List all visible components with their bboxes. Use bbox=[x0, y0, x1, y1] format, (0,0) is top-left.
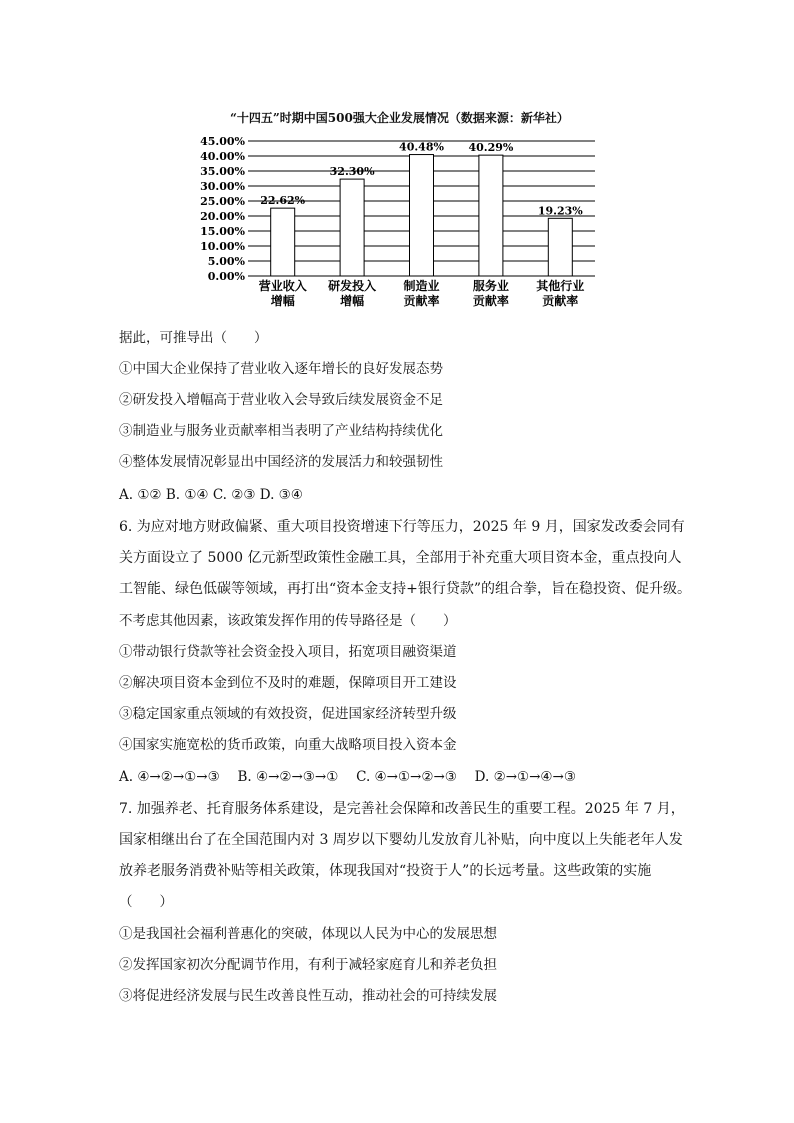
y-tick-label: 0.00% bbox=[207, 270, 245, 283]
q6-option-3: ③稳定国家重点领域的有效投资，促进国家经济转型升级 bbox=[119, 706, 457, 722]
x-tick-label: 贡献率 bbox=[403, 294, 440, 308]
y-tick-label: 25.00% bbox=[200, 195, 245, 208]
q5-option-4: ④整体发展情况彰显出中国经济的发展活力和较强韧性 bbox=[119, 454, 443, 470]
data-label: 40.29% bbox=[468, 141, 514, 155]
q5-stem: 据此，可推导出（ ） bbox=[119, 330, 268, 346]
data-label: 19.23% bbox=[537, 204, 583, 218]
q7-line-1: 7. 加强养老、托育服务体系建设，是完善社会保障和改善民生的重要工程。2025 年 7 月， bbox=[119, 801, 685, 817]
q5-answers: A. ①② B. ①④ C. ②③ D. ③④ bbox=[119, 487, 303, 503]
x-tick-label: 营业收入 bbox=[258, 279, 307, 293]
q6-line-1: 6. 为应对地方财政偏紧、重大项目投资增速下行等压力，2025 年 9 月，国家发改委会同有 bbox=[119, 519, 685, 535]
x-tick-label: 贡献率 bbox=[542, 294, 579, 308]
q6-answers: A. ④→②→①→③ B. ④→②→③→① C. ④→①→②→③ D. ②→①→④→③ bbox=[119, 769, 576, 785]
bar-chart bbox=[190, 103, 610, 313]
data-label: 32.30% bbox=[329, 165, 375, 179]
x-tick-label: 制造业 bbox=[403, 279, 440, 293]
y-tick-label: 35.00% bbox=[200, 165, 245, 178]
q7-option-1: ①是我国社会福利普惠化的突破，体现以人民为中心的发展思想 bbox=[119, 926, 497, 942]
y-tick-label: 10.00% bbox=[200, 240, 245, 253]
bar-chart-svg bbox=[190, 103, 610, 313]
q5-option-2: ②研发投入增幅高于营业收入会导致后续发展资金不足 bbox=[119, 392, 443, 408]
q6-line-3: 工智能、绿色低碳等领域，再打出“资本金支持+银行贷款”的组合拳，旨在稳投资、促升级。 bbox=[119, 581, 692, 597]
q7-option-2: ②发挥国家初次分配调节作用，有利于减轻家庭育儿和养老负担 bbox=[119, 957, 497, 973]
x-tick-label: 增幅 bbox=[340, 294, 365, 308]
q6-line-4: 不考虑其他因素，该政策发挥作用的传导路径是（ ） bbox=[119, 613, 457, 629]
y-tick-label: 15.00% bbox=[200, 225, 245, 238]
q6-option-2: ②解决项目资本金到位不及时的难题，保障项目开工建设 bbox=[119, 675, 457, 691]
bar bbox=[410, 155, 434, 276]
chart-title: “十四五”时期中国500强大企业发展情况（数据来源：新华社） bbox=[230, 111, 569, 125]
y-tick-label: 5.00% bbox=[207, 255, 245, 268]
data-label: 40.48% bbox=[399, 140, 444, 154]
q6-line-2: 关方面设立了 5000 亿元新型政策性金融工具，全部用于补充重大项目资本金，重点投向人 bbox=[119, 550, 682, 566]
q5-option-3: ③制造业与服务业贡献率相当表明了产业结构持续优化 bbox=[119, 423, 443, 439]
y-tick-label: 45.00% bbox=[200, 135, 245, 148]
q5-option-1: ①中国大企业保持了营业收入逐年增长的良好发展态势 bbox=[119, 361, 443, 377]
bar bbox=[548, 218, 572, 276]
y-tick-label: 30.00% bbox=[200, 180, 245, 193]
q7-line-2: 国家相继出台了在全国范围内对 3 周岁以下婴幼儿发放育儿补贴，向中度以上失能老年人发 bbox=[119, 832, 683, 848]
bar bbox=[271, 208, 295, 276]
q7-option-3: ③将促进经济发展与民生改善良性互动，推动社会的可持续发展 bbox=[119, 988, 497, 1004]
x-tick-label: 研发投入 bbox=[328, 279, 377, 293]
q6-option-1: ①带动银行贷款等社会资金投入项目，拓宽项目融资渠道 bbox=[119, 644, 457, 660]
x-tick-label: 贡献率 bbox=[472, 294, 509, 308]
bar bbox=[479, 155, 503, 276]
q7-line-4: （ ） bbox=[119, 894, 173, 910]
x-tick-label: 服务业 bbox=[472, 279, 509, 293]
q7-line-3: 放养老服务消费补贴等相关政策，体现我国对“投资于人”的长远考量。这些政策的实施 bbox=[119, 863, 652, 879]
x-tick-label: 增幅 bbox=[270, 294, 295, 308]
data-label: 22.62% bbox=[260, 194, 306, 208]
y-tick-label: 40.00% bbox=[200, 150, 245, 163]
bar bbox=[340, 179, 364, 276]
x-tick-label: 其他行业 bbox=[536, 279, 585, 293]
y-tick-label: 20.00% bbox=[200, 210, 245, 223]
q6-option-4: ④国家实施宽松的货币政策，向重大战略项目投入资本金 bbox=[119, 737, 457, 753]
